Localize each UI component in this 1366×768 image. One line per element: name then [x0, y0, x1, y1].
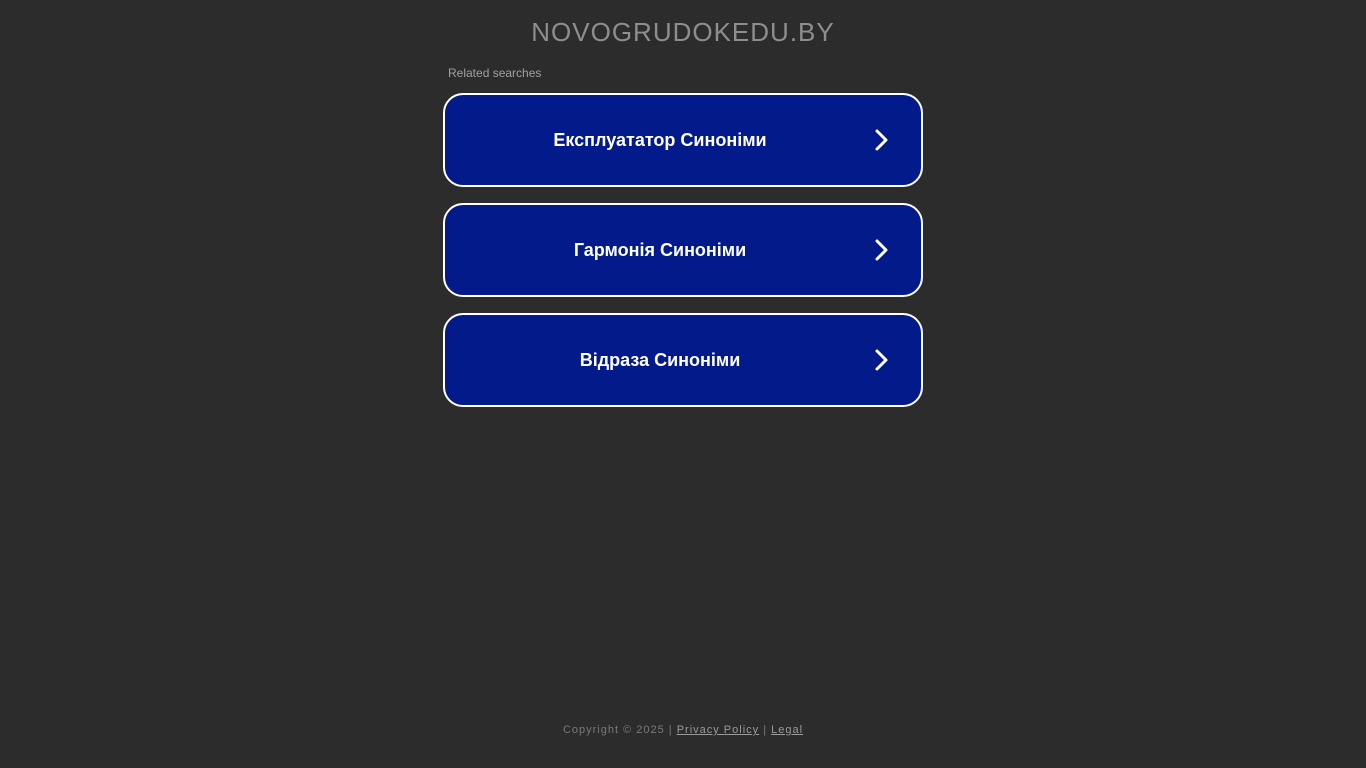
- related-search-label: Експлуататор Синоніми: [553, 130, 767, 150]
- footer: [0, 723, 1366, 737]
- legal-link[interactable]: Legal: [771, 724, 804, 736]
- chevron-right-icon: [869, 128, 893, 152]
- chevron-right-icon: [869, 238, 893, 262]
- related-search-button[interactable]: [443, 203, 923, 297]
- copyright-text: Copyright © 2025 |: [562, 724, 673, 736]
- related-search-label: Гармонія Синоніми: [573, 240, 747, 260]
- footer-separator: |: [763, 724, 768, 736]
- chevron-right-icon: [869, 348, 893, 372]
- related-searches-label: Related searches: [448, 66, 542, 80]
- related-search-button[interactable]: [443, 93, 923, 187]
- related-search-button[interactable]: [443, 313, 923, 407]
- related-searches-list: [443, 93, 923, 423]
- domain-title: NOVOGRUDOKEDU.BY: [531, 17, 835, 47]
- related-search-label: Відраза Синоніми: [579, 350, 741, 370]
- privacy-policy-link[interactable]: Privacy Policy: [676, 724, 760, 736]
